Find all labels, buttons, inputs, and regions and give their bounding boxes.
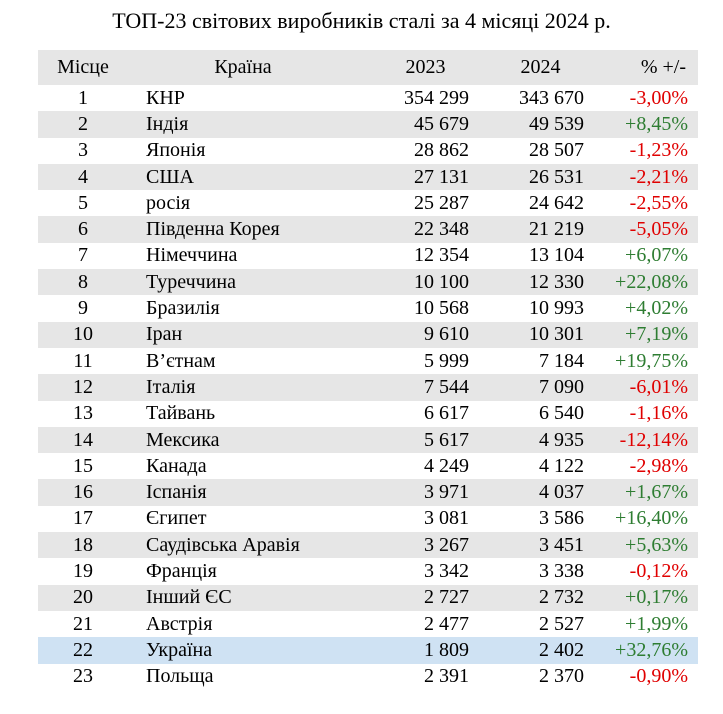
table-row (38, 401, 698, 427)
value-2023-cell: 4 249 (424, 454, 469, 477)
value-2023-cell: 3 342 (424, 559, 469, 582)
steel-producers-table (38, 50, 698, 690)
rank-cell: 15 (73, 454, 93, 477)
change-cell: -1,23% (629, 139, 688, 162)
change-cell: -1,16% (629, 402, 688, 425)
value-2024-cell: 10 993 (529, 297, 584, 320)
value-2024-cell: 13 104 (529, 244, 584, 267)
table-row (38, 611, 698, 637)
country-cell: росія (146, 191, 191, 214)
table-row (38, 664, 698, 690)
value-2023-cell: 6 617 (424, 402, 469, 425)
rank-cell: 5 (78, 191, 88, 214)
country-cell: Туреччина (146, 270, 236, 293)
value-2024-cell: 3 338 (539, 559, 584, 582)
value-2023-cell: 28 862 (414, 139, 469, 162)
rank-cell: 18 (73, 533, 93, 556)
rank-cell: 20 (73, 586, 93, 609)
value-2023-cell: 2 727 (424, 586, 469, 609)
value-2024-cell: 10 301 (529, 323, 584, 346)
change-cell: -5,05% (629, 218, 688, 241)
table-row (38, 532, 698, 558)
value-2023-cell: 22 348 (414, 218, 469, 241)
value-2024-cell: 24 642 (529, 191, 584, 214)
country-cell: Франція (146, 559, 217, 582)
value-2024-cell: 21 219 (529, 218, 584, 241)
rank-cell: 14 (73, 428, 93, 451)
rank-cell: 8 (78, 270, 88, 293)
country-cell: Японія (146, 139, 206, 162)
table-row (38, 637, 698, 663)
change-cell: -12,14% (619, 428, 688, 451)
country-cell: Канада (146, 454, 207, 477)
rank-cell: 21 (73, 612, 93, 635)
table-row (38, 585, 698, 611)
value-2023-cell: 354 299 (404, 86, 469, 109)
table-row (38, 164, 698, 190)
rank-cell: 19 (73, 559, 93, 582)
value-2023-cell: 3 971 (424, 481, 469, 504)
country-cell: Бразилія (146, 297, 220, 320)
value-2023-cell: 10 568 (414, 297, 469, 320)
value-2023-cell: 7 544 (424, 375, 469, 398)
value-2024-cell: 28 507 (529, 139, 584, 162)
value-2024-cell: 12 330 (529, 270, 584, 293)
value-2024-cell: 343 670 (519, 86, 584, 109)
country-cell: Саудівська Аравія (146, 533, 300, 556)
rank-cell: 9 (78, 297, 88, 320)
value-2023-cell: 9 610 (424, 323, 469, 346)
rank-cell: 23 (73, 665, 93, 688)
country-cell: США (146, 165, 194, 188)
rank-cell: 12 (73, 375, 93, 398)
change-cell: +5,63% (625, 533, 688, 556)
change-cell: +1,99% (625, 612, 688, 635)
value-2023-cell: 10 100 (414, 270, 469, 293)
value-2023-cell: 25 287 (414, 191, 469, 214)
table-row (38, 111, 698, 137)
table-body (38, 85, 698, 690)
country-cell: В’єтнам (146, 349, 216, 372)
table-row (38, 453, 698, 479)
value-2024-cell: 4 037 (539, 481, 584, 504)
change-cell: +16,40% (615, 507, 688, 530)
value-2024-cell: 2 370 (539, 665, 584, 688)
country-cell: Україна (146, 638, 213, 661)
change-cell: +7,19% (625, 323, 688, 346)
table-row (38, 243, 698, 269)
table-row (38, 348, 698, 374)
change-cell: -2,55% (629, 191, 688, 214)
country-cell: Інший ЄС (146, 586, 232, 609)
value-2024-cell: 2 527 (539, 612, 584, 635)
rank-cell: 3 (78, 139, 88, 162)
value-2023-cell: 45 679 (414, 112, 469, 135)
country-cell: Польща (146, 665, 214, 688)
value-2023-cell: 27 131 (414, 165, 469, 188)
rank-cell: 2 (78, 112, 88, 135)
value-2024-cell: 3 586 (539, 507, 584, 530)
rank-cell: 16 (73, 481, 93, 504)
header-2023: 2023 (405, 56, 446, 78)
value-2024-cell: 6 540 (539, 402, 584, 425)
value-2024-cell: 2 732 (539, 586, 584, 609)
table-row (38, 216, 698, 242)
value-2024-cell: 26 531 (529, 165, 584, 188)
value-2024-cell: 7 090 (539, 375, 584, 398)
change-cell: +4,02% (625, 297, 688, 320)
rank-cell: 6 (78, 218, 88, 241)
country-cell: Австрія (146, 612, 213, 635)
table-row (38, 269, 698, 295)
table-header-row (38, 50, 698, 85)
table-row (38, 479, 698, 505)
value-2024-cell: 7 184 (539, 349, 584, 372)
country-cell: Іспанія (146, 481, 207, 504)
rank-cell: 7 (78, 244, 88, 267)
change-cell: +32,76% (615, 638, 688, 661)
value-2023-cell: 2 391 (424, 665, 469, 688)
country-cell: Єгипет (146, 507, 207, 530)
rank-cell: 22 (73, 638, 93, 661)
rank-cell: 13 (73, 402, 93, 425)
value-2023-cell: 3 267 (424, 533, 469, 556)
country-cell: КНР (146, 86, 185, 109)
country-cell: Іран (146, 323, 183, 346)
country-cell: Німеччина (146, 244, 238, 267)
change-cell: +0,17% (625, 586, 688, 609)
header-country: Країна (214, 56, 272, 78)
rank-cell: 17 (73, 507, 93, 530)
change-cell: -6,01% (629, 375, 688, 398)
change-cell: -0,90% (629, 665, 688, 688)
table-row (38, 295, 698, 321)
change-cell: +6,07% (625, 244, 688, 267)
rank-cell: 11 (73, 349, 93, 372)
change-cell: -2,21% (629, 165, 688, 188)
value-2024-cell: 49 539 (529, 112, 584, 135)
rank-cell: 1 (78, 86, 88, 109)
value-2024-cell: 4 122 (539, 454, 584, 477)
change-cell: +1,67% (625, 481, 688, 504)
rank-cell: 10 (73, 323, 93, 346)
table-row (38, 190, 698, 216)
header-2024: 2024 (520, 56, 561, 78)
table-row (38, 138, 698, 164)
value-2023-cell: 5 999 (424, 349, 469, 372)
header-change: % +/- (640, 56, 686, 78)
table-row (38, 558, 698, 584)
value-2023-cell: 12 354 (414, 244, 469, 267)
country-cell: Південна Корея (146, 218, 280, 241)
value-2023-cell: 5 617 (424, 428, 469, 451)
country-cell: Індія (146, 112, 189, 135)
country-cell: Італія (146, 375, 196, 398)
change-cell: -2,98% (629, 454, 688, 477)
value-2023-cell: 2 477 (424, 612, 469, 635)
value-2023-cell: 1 809 (424, 638, 469, 661)
table-row (38, 506, 698, 532)
change-cell: +8,45% (625, 112, 688, 135)
header-rank: Місце (57, 56, 109, 78)
table-row (38, 427, 698, 453)
rank-cell: 4 (78, 165, 88, 188)
change-cell: -3,00% (629, 86, 688, 109)
page-title: ТОП-23 світових виробників сталі за 4 місяці 2024 р. (112, 8, 611, 33)
change-cell: +19,75% (615, 349, 688, 372)
country-cell: Мексика (146, 428, 220, 451)
change-cell: -0,12% (629, 559, 688, 582)
table-row (38, 374, 698, 400)
value-2024-cell: 4 935 (539, 428, 584, 451)
value-2023-cell: 3 081 (424, 507, 469, 530)
table-row (38, 322, 698, 348)
table-row (38, 85, 698, 111)
change-cell: +22,08% (615, 270, 688, 293)
country-cell: Тайвань (146, 402, 216, 425)
value-2024-cell: 2 402 (539, 638, 584, 661)
value-2024-cell: 3 451 (539, 533, 584, 556)
